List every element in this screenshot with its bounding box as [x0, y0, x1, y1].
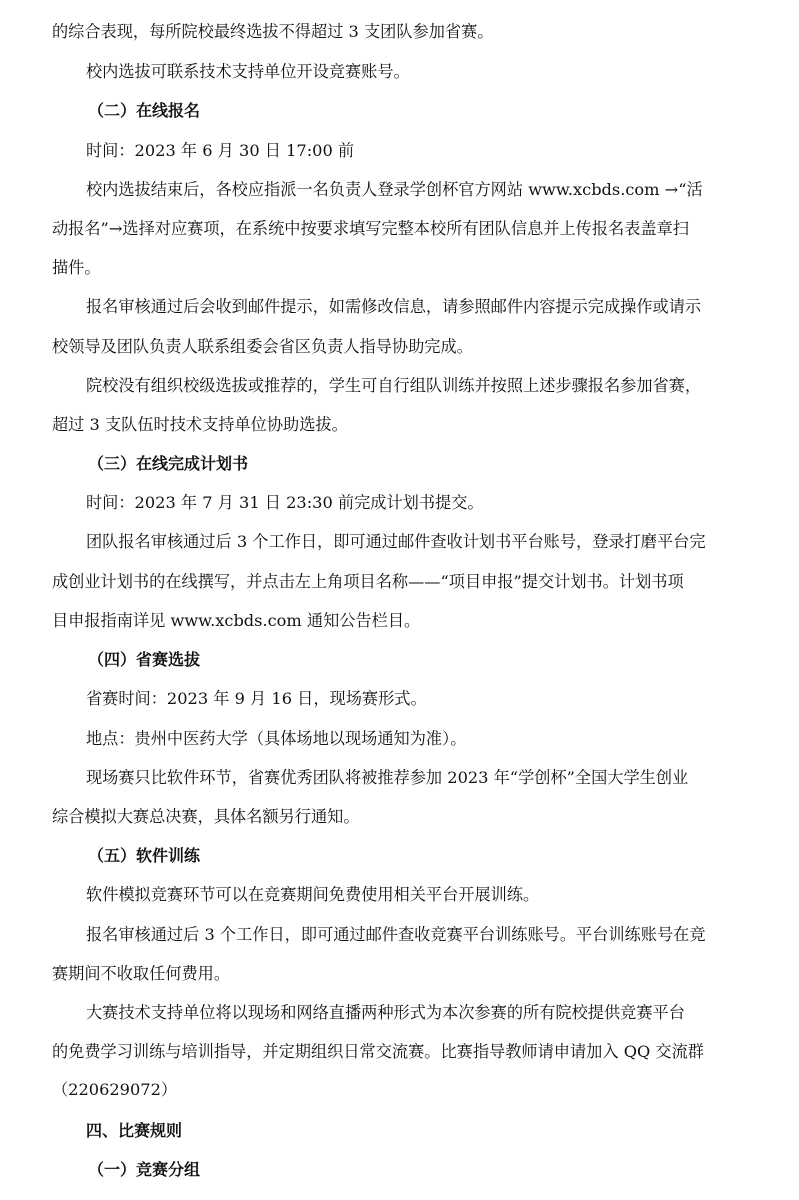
body-text-line: 团队报名审核通过后 3 个工作日，即可通过邮件查收计划书平台账号，登录打磨平台完 [86, 532, 706, 551]
body-text-line: 赛期间不收取任何费用。 [52, 964, 231, 983]
body-text-line: 时间：2023 年 6 月 30 日 17:00 前 [86, 141, 355, 160]
body-text-line: 校内选拔结束后，各校应指派一名负责人登录学创杯官方网站 www.xcbds.com →“活 [86, 180, 703, 199]
body-text-line: 省赛时间：2023 年 9 月 16 日，现场赛形式。 [86, 689, 427, 708]
body-text-line: 软件模拟竞赛环节可以在竞赛期间免费使用相关平台开展训练。 [86, 885, 540, 904]
section-heading: （四）省赛选拔 [88, 650, 201, 669]
body-text-line: 超过 3 支队伍时技术支持单位协助选拔。 [52, 415, 348, 434]
body-text-line: 动报名”→选择对应赛项，在系统中按要求填写完整本校所有团队信息并上传报名表盖章扫 [52, 219, 689, 238]
chapter-heading: 四、比赛规则 [86, 1121, 183, 1140]
body-text-line: 大赛技术支持单位将以现场和网络直播两种形式为本次参赛的所有院校提供竞赛平台 [86, 1003, 685, 1022]
body-text-line: 目申报指南详见 www.xcbds.com 通知公告栏目。 [52, 611, 421, 630]
body-text-line: 时间：2023 年 7 月 31 日 23:30 前完成计划书提交。 [86, 493, 484, 512]
body-text-line: （220629072） [52, 1080, 178, 1099]
body-text-line: 报名审核通过后 3 个工作日，即可通过邮件查收竞赛平台训练账号。平台训练账号在竞 [86, 925, 706, 944]
body-text-line: 校领导及团队负责人联系组委会省区负责人指导协助完成。 [52, 337, 473, 356]
body-text-line: 综合模拟大赛总决赛，具体名额另行通知。 [52, 807, 360, 826]
body-text-line: 校内选拔可联系技术支持单位开设竞赛账号。 [86, 62, 410, 81]
body-text-line: 院校没有组织校级选拔或推荐的，学生可自行组队训练并按照上述步骤报名参加省赛， [86, 376, 702, 395]
body-text-line: 描件。 [52, 258, 101, 277]
body-text-line: 地点：贵州中医药大学（具体场地以现场通知为准）。 [86, 729, 467, 748]
body-text-line: 现场赛只比软件环节，省赛优秀团队将被推荐参加 2023 年“学创杯”全国大学生创业 [86, 768, 689, 787]
body-text-line: 的综合表现，每所院校最终选拔不得超过 3 支团队参加省赛。 [52, 22, 494, 41]
body-text-line: 报名审核通过后会收到邮件提示，如需修改信息，请参照邮件内容提示完成操作或请示 [86, 297, 702, 316]
body-text-line: 的免费学习训练与培训指导，并定期组织日常交流赛。比赛指导教师请申请加入 QQ 交流群 [52, 1042, 704, 1061]
section-heading: （三）在线完成计划书 [88, 454, 249, 473]
body-text-line: 成创业计划书的在线撰写，并点击左上角项目名称——“项目申报”提交计划书。计划书项 [52, 572, 684, 591]
section-heading: （五）软件训练 [88, 846, 201, 865]
section-heading: （二）在线报名 [88, 101, 201, 120]
section-heading: （一）竞赛分组 [88, 1160, 201, 1179]
